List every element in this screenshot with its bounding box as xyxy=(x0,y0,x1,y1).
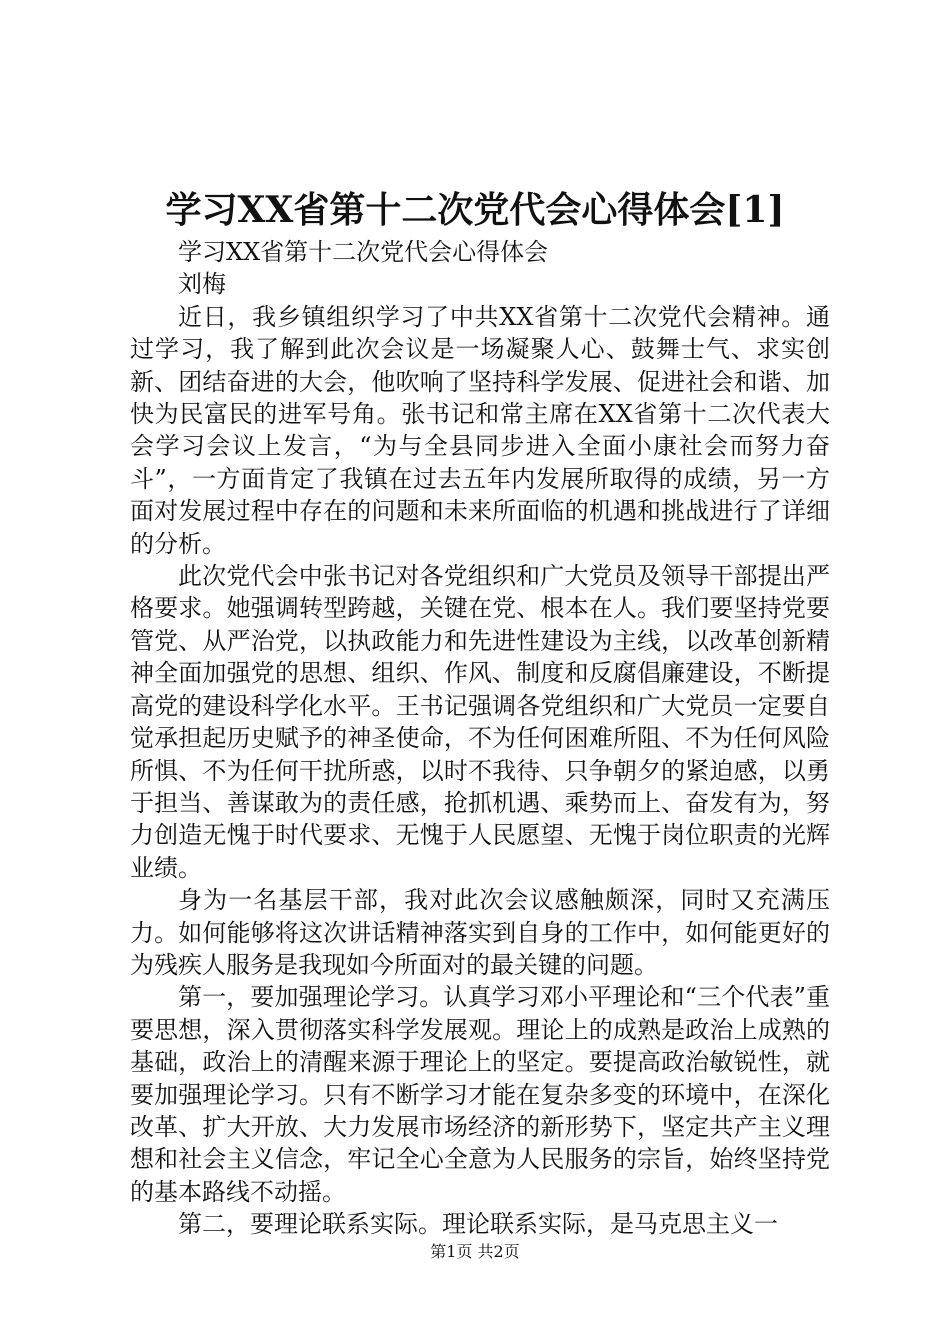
document-author: 刘梅 xyxy=(178,270,226,299)
paragraph-4: 第一，要加强理论学习。认真学习邓小平理论和“三个代表”重要思想，深入贯彻落实科学发展观。理论上的成熟是政治上成熟的基础，政治上的清醒来源于理论上的坚定。要提高政治敏锐性，就要加强理论学习。只有不断学习才能在复杂多变的环境中，在深化改革、扩大开放、大力发展市场经济的新形势下，坚定共产主义理想和社会主义信念，牢记全心全意为人民服务的宗旨，始终坚持党的基本路线不动摇。 xyxy=(130,983,830,1206)
paragraph-1: 近日，我乡镇组织学习了中共XX省第十二次党代会精神。通过学习，我了解到此次会议是一场凝聚人心、鼓舞士气、求实创新、团结奋进的大会，他吹响了坚持科学发展、促进社会和谐、加快为民富民的进军号角。张书记和常主席在XX省第十二次代表大会学习会议上发言，“为与全县同步进入全面小康社会而努力奋斗”，一方面肯定了我镇在过去五年内发展所取得的成绩，另一方面对发展过程中存在的问题和未来所面临的机遇和挑战进行了详细的分析。 xyxy=(130,302,830,558)
document-body xyxy=(130,236,830,1241)
document-subtitle: 学习XX省第十二次党代会心得体会 xyxy=(178,238,549,266)
paragraph-5: 第二，要理论联系实际。理论联系实际，是马克思主义一 xyxy=(178,1210,778,1239)
document-title: 学习XX省第十二次党代会心得体会[1] xyxy=(165,189,785,231)
page-footer: 第1页 共2页 xyxy=(430,1242,520,1261)
paragraph-2: 此次党代会中张书记对各党组织和广大党员及领导干部提出严格要求。她强调转型跨越，关键在党、根本在人。我们要坚持党要管党、从严治党，以执政能力和先进性建设为主线，以改革创新精神全面加强党的思想、组织、作风、制度和反腐倡廉建设，不断提高党的建设科学化水平。王书记强调各党组织和广大党员一定要自觉承担起历史赋予的神圣使命，不为任何困难所阻、不为任何风险所惧、不为任何干扰所惑，以时不我待、只争朝夕的紧迫感，以勇于担当、善谋敢为的责任感，抢抓机遇、乘势而上、奋发有为，努力创造无愧于时代要求、无愧于人民愿望、无愧于岗位职责的光辉业绩。 xyxy=(130,562,830,882)
paragraph-3: 身为一名基层干部，我对此次会议感触颇深，同时又充满压力。如何能够将这次讲话精神落实到自身的工作中，如何能更好的为残疾人服务是我现如今所面对的最关键的问题。 xyxy=(130,886,830,979)
